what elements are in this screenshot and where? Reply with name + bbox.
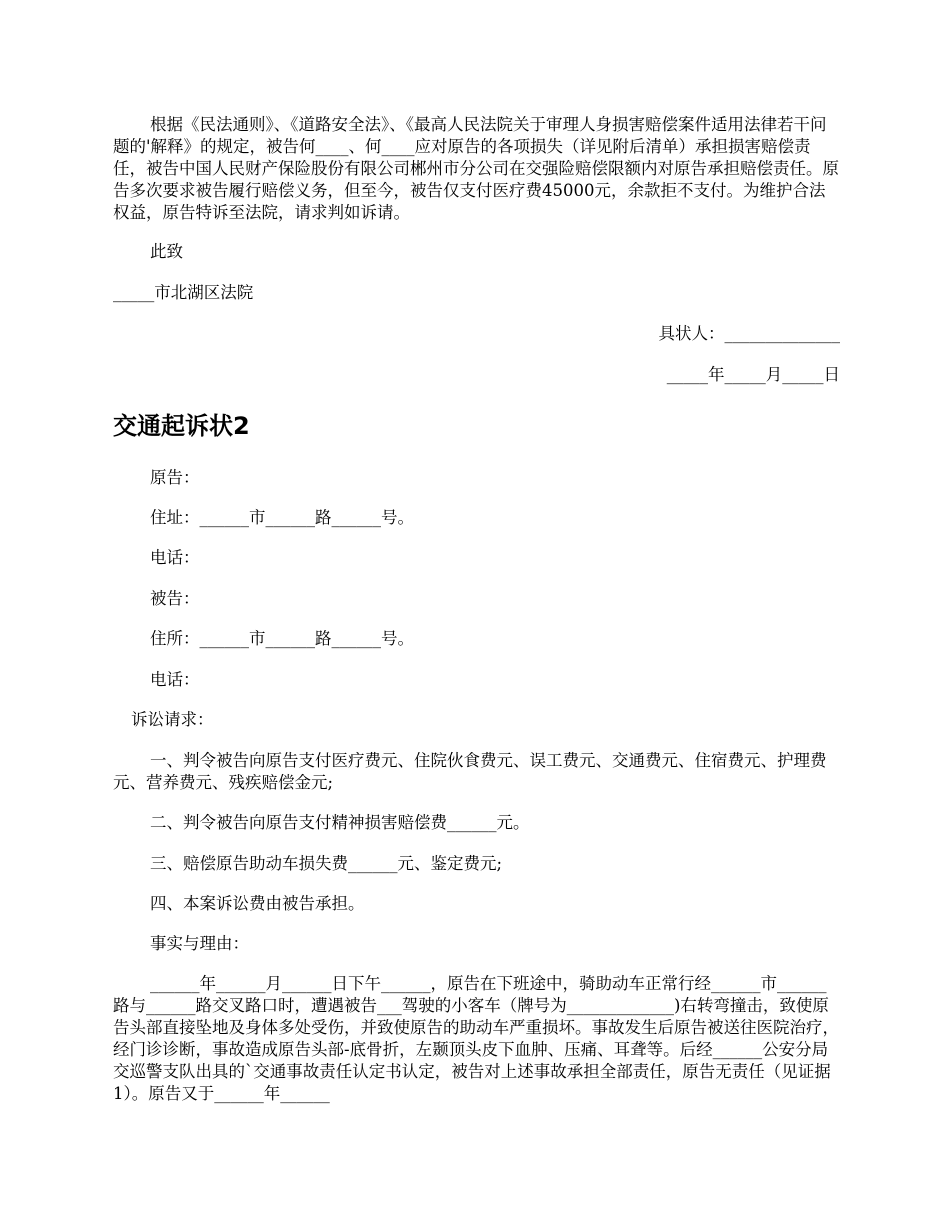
plaintiff-phone: 电话： bbox=[150, 548, 200, 567]
facts-paragraph: ______年______月______日下午______，原告在下班途中，骑助动车正常行经______市______路与______路交叉路口时，遭遇被告___驾驶的小客车（牌号为_____________)右转弯撞击，致使原告头部直接坠地及身体多处受伤，并致使原告的助动车严重损坏。事故发生后原告被送往医院治疗，经门诊诊断，事故造成原告头部-底骨折，左颞顶头皮下血肿、压痛、耳聋等。后经______公安分局交巡警支队出具的`交通事故责任认定书认定，被告对上述事故承担全部责任，原告无责任（见证据1）。原告又于______年______ bbox=[113, 974, 839, 1103]
legal-basis-paragraph: 根据《民法通则》、《道路安全法》、《最高人民法院关于审理人身损害赔偿案件适用法律若干问题的'解释》的规定，被告何____、何____应对原告的各项损失（详见附后清单）承担损害赔偿责任，被告中国人民财产保险股份有限公司郴州市分公司在交强险赔偿限额内对原告承担赔偿责任。原告多次要求被告履行赔偿义务，但至今，被告仅支付医疗费45000元，余款拒不支付。为维护合法权益，原告特诉至法院，请求判如诉请。 bbox=[113, 115, 839, 222]
defendant-label: 被告： bbox=[150, 589, 200, 608]
document-title: 交通起诉状2 bbox=[113, 412, 250, 440]
salutation: 此致 bbox=[150, 242, 183, 261]
date-line: _____年_____月_____日 bbox=[666, 365, 840, 384]
claim-4: 四、本案诉讼费由被告承担。 bbox=[150, 894, 365, 913]
plaintiff-label: 原告： bbox=[150, 468, 200, 487]
claim-1: 一、判令被告向原告支付医疗费元、住院伙食费元、误工费元、交通费元、住宿费元、护理费元、营养费元、残疾赔偿金元; bbox=[113, 751, 827, 792]
facts-heading: 事实与理由： bbox=[150, 934, 249, 953]
signer-line: 具状人：______________ bbox=[658, 324, 840, 343]
defendant-address: 住所：______市______路______号。 bbox=[150, 629, 414, 648]
claim-2: 二、判令被告向原告支付精神损害赔偿费______元。 bbox=[150, 813, 530, 832]
plaintiff-address: 住址：______市______路______号。 bbox=[150, 508, 414, 527]
claim-3: 三、赔偿原告助动车损失费______元、鉴定费元; bbox=[150, 854, 503, 873]
claims-heading: 诉讼请求： bbox=[131, 710, 214, 729]
court-name: _____市北湖区法院 bbox=[113, 283, 254, 302]
defendant-phone: 电话： bbox=[150, 670, 200, 689]
